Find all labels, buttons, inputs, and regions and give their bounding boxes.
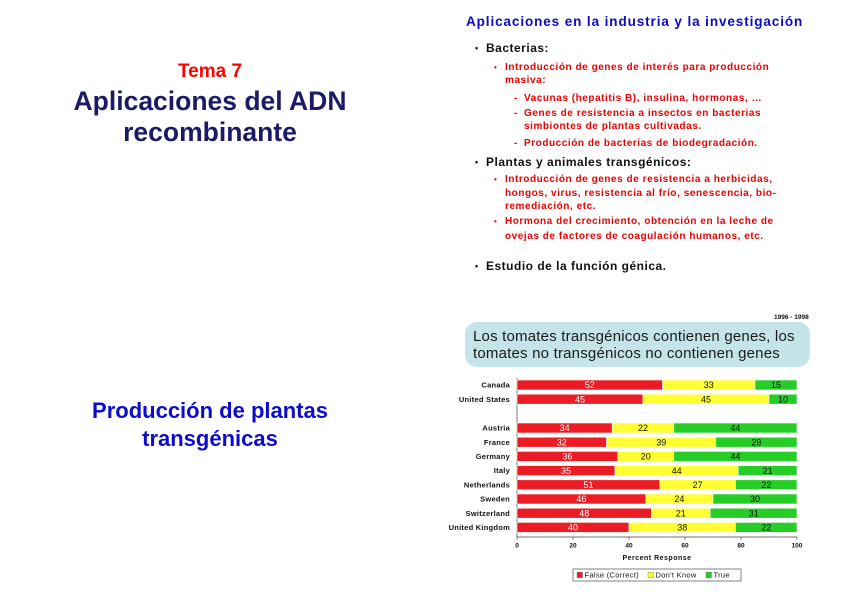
chart-title: Los tomates transgénicos contienen genes, los tomates no transgénicos no contienen genes [473, 328, 795, 362]
value-label-true-united-kingdom: 22 [761, 522, 772, 533]
legend-label-true: True [713, 570, 730, 580]
value-label-don-t-know-france: 39 [656, 437, 667, 448]
dash-item-biodegradation: - Producción de bacterias de biodegradación. [524, 137, 758, 150]
sub-bullet-growth-hormone: • Hormona del crecimiento, obtención en la leche de ovejas de factores de coagulación humanos, etc. [505, 215, 774, 244]
x-tick-label: 20 [569, 542, 577, 550]
category-label-netherlands: Netherlands [463, 480, 510, 490]
question-box [465, 322, 810, 367]
bullet-gene-function: • Estudio de la función génica. [486, 259, 667, 273]
legend-swatch-true [706, 572, 712, 578]
stacked-bar-chart [440, 374, 840, 590]
value-label-false-correct-canada: 52 [584, 380, 595, 391]
x-axis-title: Percent Response [622, 555, 692, 562]
date-range-label: 1996 - 1998 [774, 314, 809, 321]
value-label-true-sweden: 30 [749, 494, 761, 505]
category-label-austria: Austria [482, 423, 510, 433]
value-label-don-t-know-germany: 20 [640, 451, 651, 462]
category-label-united-kingdom: United Kingdom [448, 523, 510, 532]
value-label-true-germany: 44 [730, 451, 741, 462]
value-label-true-netherlands: 22 [761, 480, 772, 490]
value-label-false-correct-united-kingdom: 40 [567, 522, 579, 533]
value-label-true-canada: 15 [770, 380, 782, 391]
bullet-transgenic-organisms: • Plantas y animales transgénicos: [486, 155, 691, 169]
value-label-don-t-know-austria: 22 [637, 423, 649, 434]
value-label-don-t-know-united-kingdom: 38 [677, 522, 688, 533]
value-label-don-t-know-italy: 44 [671, 465, 682, 476]
topic-label: Tema 7 [177, 61, 243, 82]
x-tick-label: 100 [791, 542, 803, 550]
category-label-switzerland: Switzerland [465, 508, 510, 518]
slide-title: Aplicaciones del ADN recombinante [73, 86, 347, 147]
legend-swatch-don-t-know [648, 572, 654, 578]
x-tick-label: 60 [681, 542, 689, 550]
value-label-false-correct-austria: 34 [559, 423, 570, 434]
category-label-sweden: Sweden [480, 494, 510, 504]
value-label-true-united-states: 10 [777, 394, 789, 405]
value-label-true-italy: 21 [762, 465, 773, 476]
category-label-france: France [483, 437, 510, 447]
legend-label-false-correct: False (Correct) [584, 570, 640, 580]
value-label-don-t-know-canada: 33 [703, 380, 714, 391]
value-label-don-t-know-united-states: 45 [700, 394, 712, 405]
slide-heading: Aplicaciones en la industria y la investigación [466, 14, 804, 29]
value-label-false-correct-france: 32 [556, 437, 567, 448]
category-label-canada: Canada [481, 380, 510, 390]
value-label-true-austria: 44 [730, 423, 741, 434]
sub-bullet-resistance-genes: • Introducción de genes de resistencia a herbicidas, hongos, virus, resistencia al frío, senescencia, bio- remediación, etc. [505, 173, 776, 214]
dash-item-insect-resistance: - Genes de resistencia a insectos en bacterias simbiontes de plantas cultivadas. [524, 107, 761, 133]
value-label-don-t-know-netherlands: 27 [692, 480, 703, 490]
value-label-don-t-know-sweden: 24 [674, 494, 685, 505]
category-label-united-states: United States [458, 394, 510, 404]
value-label-false-correct-netherlands: 51 [583, 480, 594, 490]
value-label-true-france: 29 [751, 437, 762, 448]
value-label-false-correct-italy: 35 [560, 465, 572, 476]
sub-bullet-mass-production: • Introducción de genes de interés para producción masiva: [505, 61, 769, 87]
value-label-false-correct-switzerland: 48 [579, 508, 590, 519]
value-label-don-t-know-switzerland: 21 [675, 508, 686, 519]
value-label-true-switzerland: 31 [748, 508, 759, 519]
category-label-italy: Italy [493, 466, 510, 476]
legend-swatch-false-correct [577, 572, 583, 578]
value-label-false-correct-united-states: 45 [574, 394, 586, 405]
value-label-false-correct-sweden: 46 [576, 494, 587, 505]
dash-item-vaccines: - Vacunas (hepatitis B), insulina, hormonas, … [524, 92, 762, 105]
x-tick-label: 40 [625, 542, 633, 550]
legend-label-don-t-know: Don't Know [655, 570, 697, 580]
category-label-germany: Germany [475, 452, 510, 461]
x-tick-label: 0 [515, 542, 519, 550]
bullet-bacterias: • Bacterias: [486, 41, 549, 55]
slide-title: Producción de plantas transgénicas [92, 398, 328, 451]
value-label-false-correct-germany: 36 [562, 451, 573, 462]
x-tick-label: 80 [737, 542, 745, 550]
